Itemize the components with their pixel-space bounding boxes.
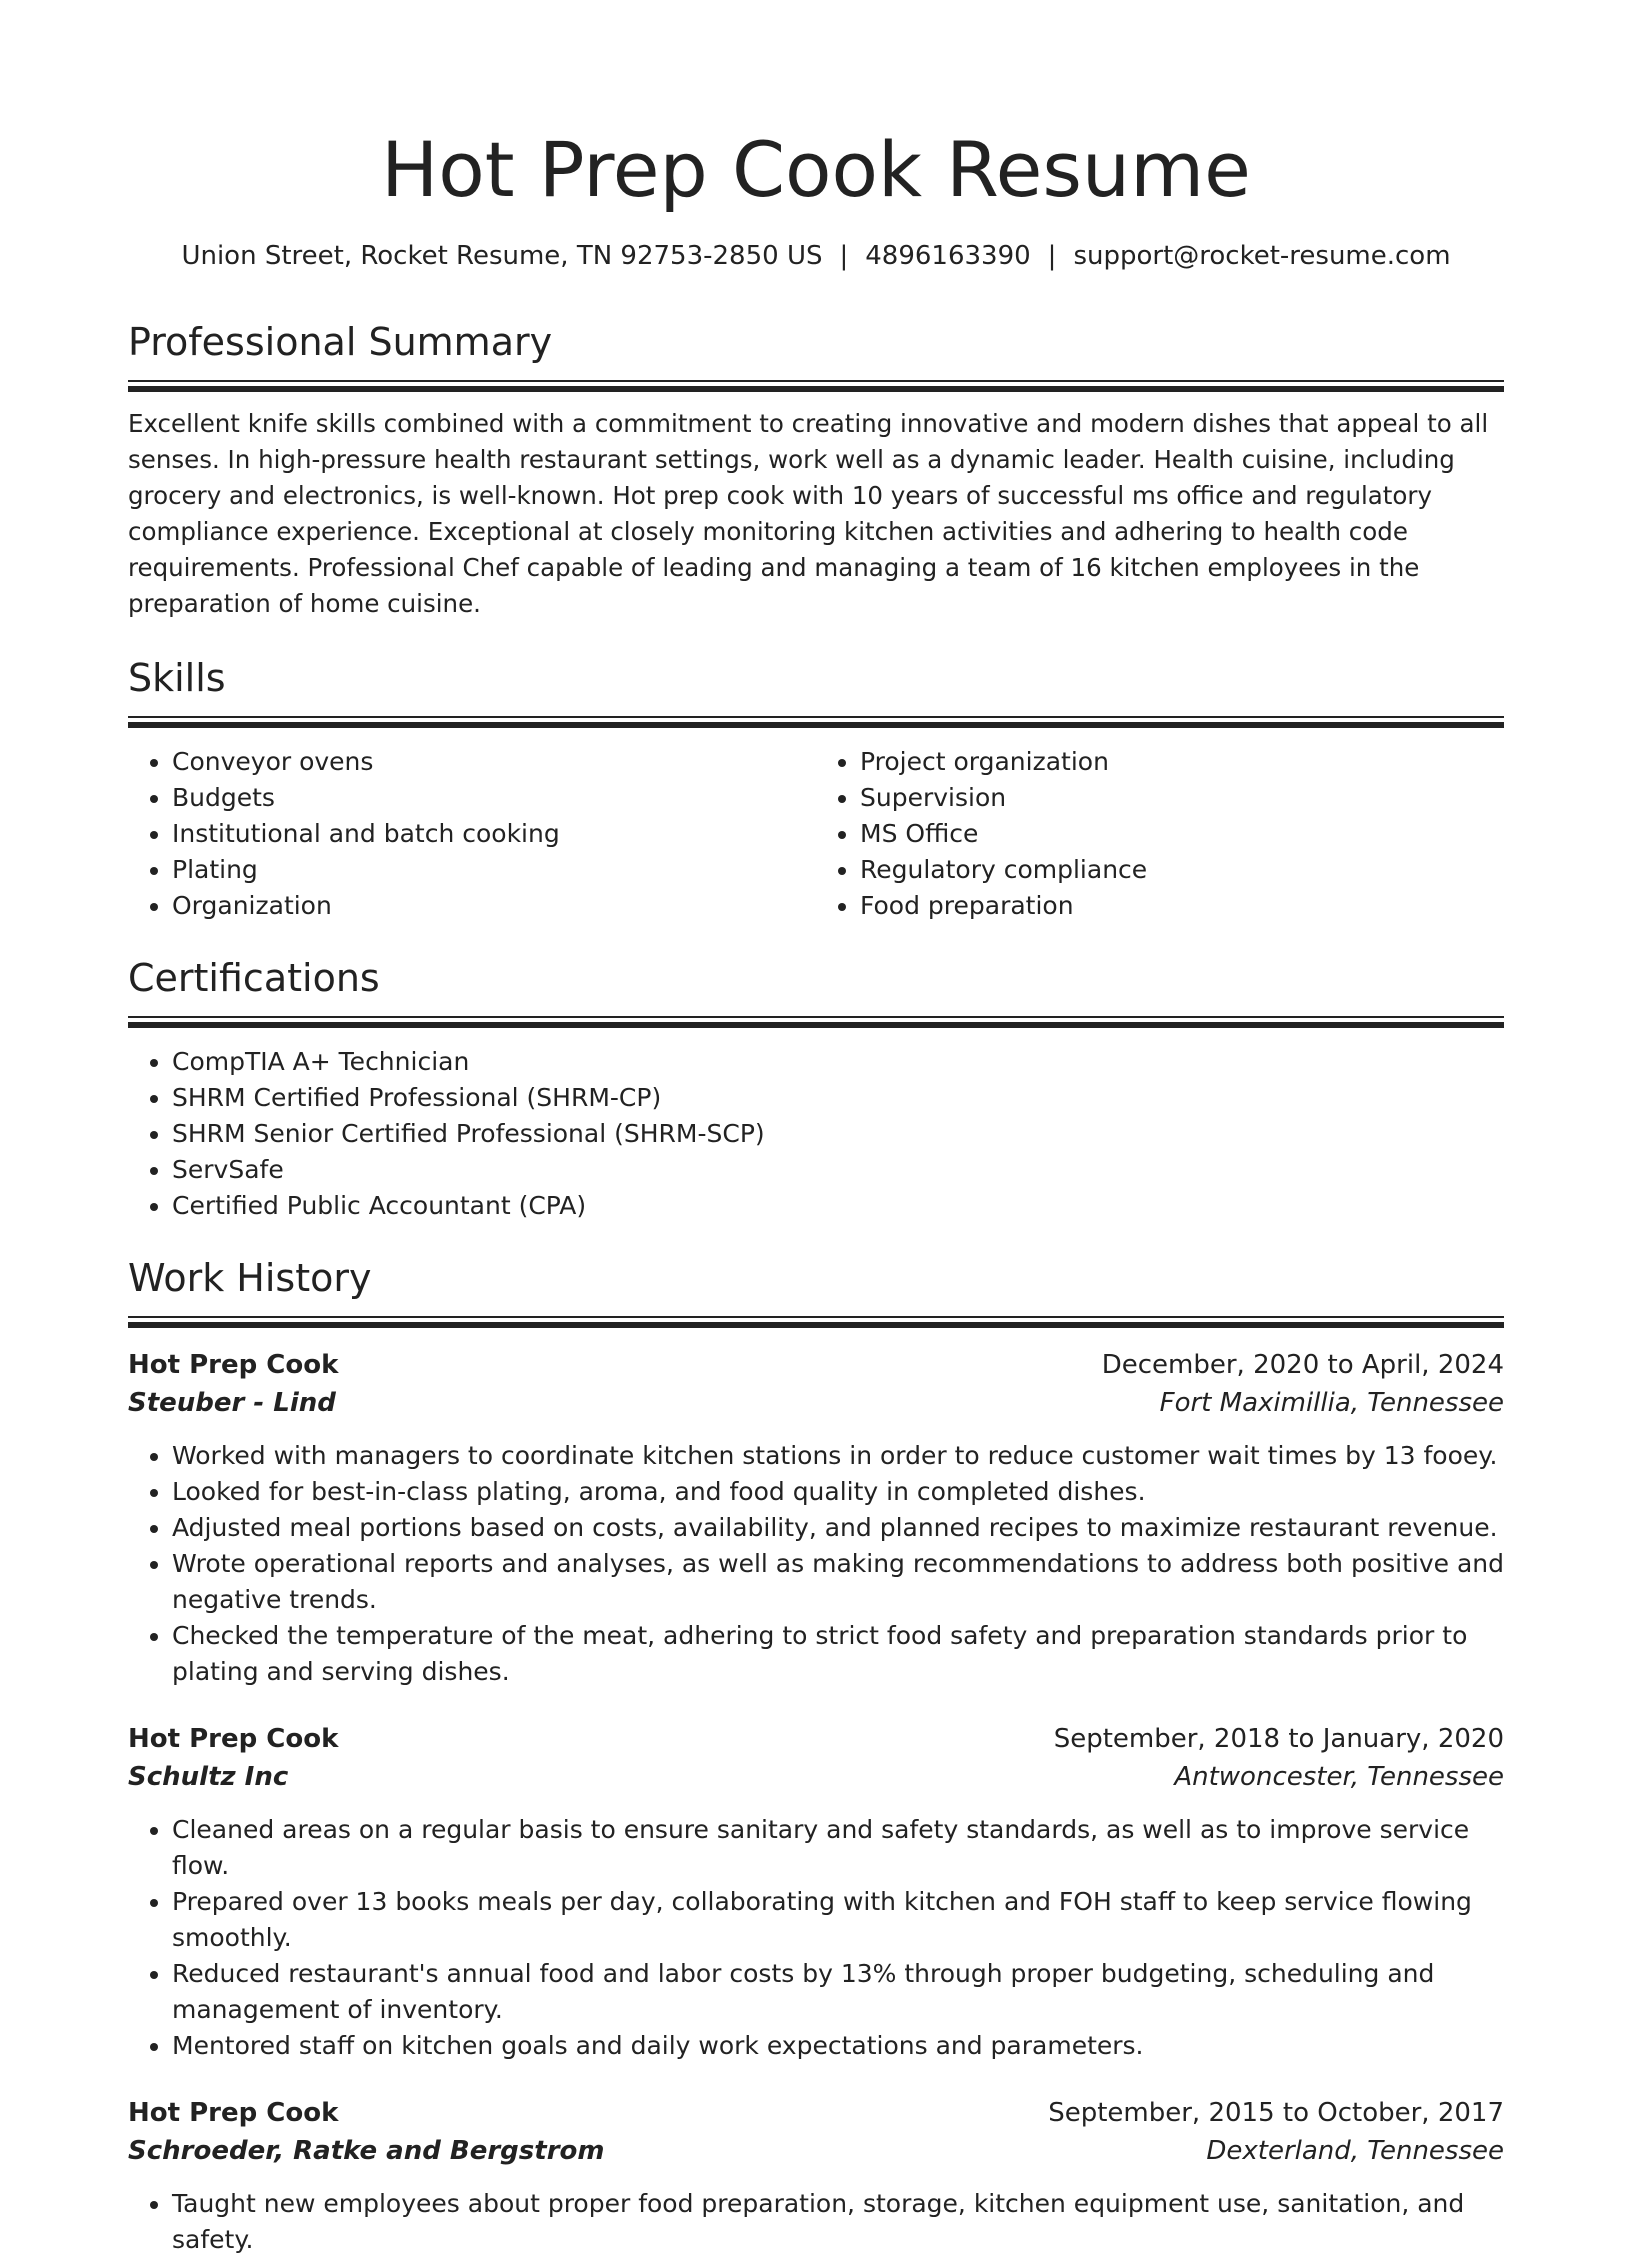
job-title: Hot Prep Cook <box>128 1724 339 1754</box>
job-bullet: • Mentored staff on kitchen goals and daily work expectations and parameters. <box>172 2028 1504 2064</box>
job-subheader <box>128 2132 1504 2170</box>
job-bullet: • Taught new employees about proper food preparation, storage, kitchen equipment use, sanitation, and safety. <box>172 2186 1504 2258</box>
skills-section <box>128 654 1504 924</box>
skill-item: • Supervision <box>860 780 1504 816</box>
skill-item: • MS Office <box>860 816 1504 852</box>
skill-item: • Institutional and batch cooking <box>172 816 816 852</box>
section-divider <box>128 380 1504 392</box>
contact-line <box>128 238 1504 274</box>
job-entry <box>128 1720 1504 2064</box>
contact-address: Union Street, Rocket Resume, TN 92753-2850 US <box>181 241 823 271</box>
skill-item: • Food preparation <box>860 888 1504 924</box>
contact-separator: | <box>839 241 849 271</box>
job-location: Antwoncester, Tennessee <box>1174 1762 1504 1792</box>
skill-item: • Conveyor ovens <box>172 744 816 780</box>
job-location: Fort Maximillia, Tennessee <box>1159 1388 1504 1418</box>
job-header <box>128 2094 1504 2132</box>
job-bullets <box>128 2186 1504 2258</box>
job-company: Schroeder, Ratke and Bergstrom <box>128 2136 605 2166</box>
contact-phone: 4896163390 <box>865 241 1031 271</box>
job-entry <box>128 2094 1504 2258</box>
job-bullet: • Reduced restaurant's annual food and labor costs by 13% through proper budgeting, scheduling and management of inventory. <box>172 1956 1504 2028</box>
resume-title: Hot Prep Cook Resume <box>381 125 1251 214</box>
section-heading: Certifications <box>128 956 380 1000</box>
job-bullet: • Prepared over 13 books meals per day, collaborating with kitchen and FOH staff to keep service flowing smoothly. <box>172 1884 1504 1956</box>
job-dates: September, 2015 to October, 2017 <box>1048 2098 1504 2128</box>
skill-item: • Project organization <box>860 744 1504 780</box>
summary-text: Excellent knife skills combined with a commitment to creating innovative and modern dishes that appeal to all senses. In high-pressure health restaurant settings, work well as a dynamic leader. Health cuisine, including grocery and electronics, is well-known. Hot prep cook with 10 years of successful ms office and regulatory compliance experience. Exceptional at closely monitoring kitchen activities and adhering to health code requirements. Professional Chef capable of leading and managing a team of 16 kitchen employees in the preparation of home cuisine. <box>128 409 1489 618</box>
certification-item: • SHRM Certified Professional (SHRM-CP) <box>172 1080 1504 1116</box>
job-company: Steuber - Lind <box>128 1388 336 1418</box>
job-bullets <box>128 1438 1504 1690</box>
section-heading: Professional Summary <box>128 320 553 364</box>
job-entry <box>128 1346 1504 1690</box>
work-history-section <box>128 1254 1504 2258</box>
certification-item: • CompTIA A+ Technician <box>172 1044 1504 1080</box>
job-location: Dexterland, Tennessee <box>1206 2136 1504 2166</box>
section-divider <box>128 716 1504 728</box>
section-divider <box>128 1016 1504 1028</box>
resume-page <box>128 0 1504 2258</box>
skill-item: • Regulatory compliance <box>860 852 1504 888</box>
section-divider <box>128 1316 1504 1328</box>
section-heading: Skills <box>128 656 226 700</box>
job-subheader <box>128 1384 1504 1422</box>
certification-item: • ServSafe <box>172 1152 1504 1188</box>
job-dates: September, 2018 to January, 2020 <box>1053 1724 1504 1754</box>
job-subheader <box>128 1758 1504 1796</box>
skill-item: • Budgets <box>172 780 816 816</box>
skills-grid <box>128 744 1504 924</box>
job-bullet: • Cleaned areas on a regular basis to ensure sanitary and safety standards, as well as to improve service flow. <box>172 1812 1504 1884</box>
skill-item: • Organization <box>172 888 816 924</box>
job-bullet: • Adjusted meal portions based on costs, availability, and planned recipes to maximize restaurant revenue. <box>172 1510 1504 1546</box>
contact-separator: | <box>1047 241 1057 271</box>
certification-item: • SHRM Senior Certified Professional (SHRM-SCP) <box>172 1116 1504 1152</box>
job-bullets <box>128 1812 1504 2064</box>
skill-item: • Plating <box>172 852 816 888</box>
job-title: Hot Prep Cook <box>128 2098 339 2128</box>
section-heading: Work History <box>128 1256 372 1300</box>
certifications-list <box>128 1044 1504 1224</box>
job-bullet: • Wrote operational reports and analyses, as well as making recommendations to address both positive and negative trends. <box>172 1546 1504 1618</box>
job-bullet: • Checked the temperature of the meat, adhering to strict food safety and preparation standards prior to plating and serving dishes. <box>172 1618 1504 1690</box>
job-dates: December, 2020 to April, 2024 <box>1101 1350 1504 1380</box>
job-bullet: • Looked for best-in-class plating, aroma, and food quality in completed dishes. <box>172 1474 1504 1510</box>
contact-email: support@rocket-resume.com <box>1073 241 1451 271</box>
summary-section <box>128 318 1504 622</box>
job-header <box>128 1720 1504 1758</box>
skills-list-left <box>128 744 816 924</box>
certification-item: • Certified Public Accountant (CPA) <box>172 1188 1504 1224</box>
skills-list-right <box>816 744 1504 924</box>
certifications-section <box>128 954 1504 1224</box>
job-header <box>128 1346 1504 1384</box>
job-bullet: • Worked with managers to coordinate kitchen stations in order to reduce customer wait times by 13 fooey. <box>172 1438 1504 1474</box>
job-company: Schultz Inc <box>128 1762 289 1792</box>
job-title: Hot Prep Cook <box>128 1350 339 1380</box>
